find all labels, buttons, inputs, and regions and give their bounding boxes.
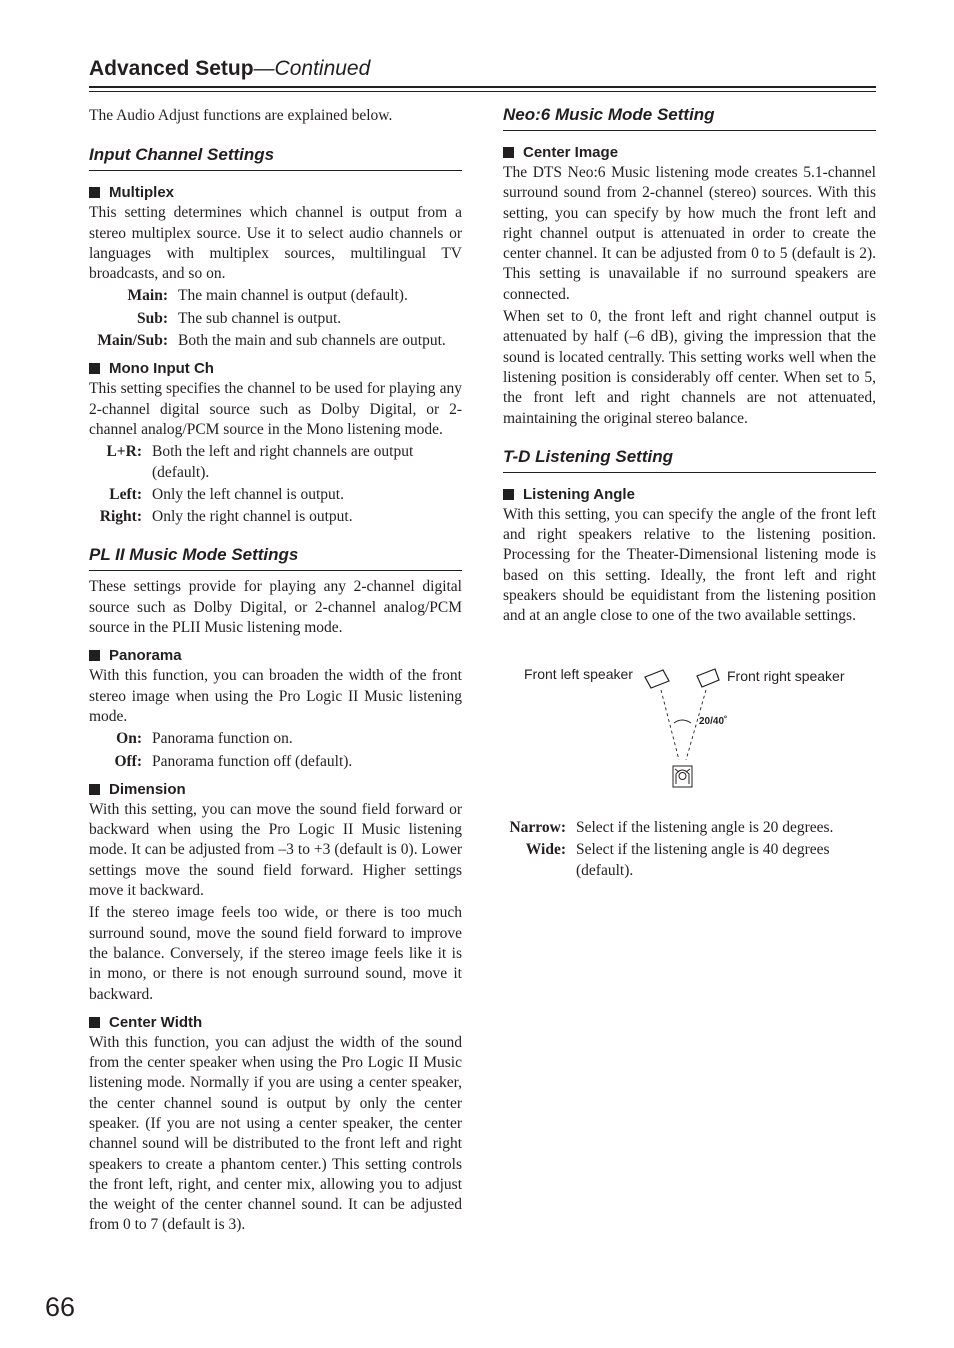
front-left-speaker-icon xyxy=(645,670,669,688)
angle-label: 20/40˚ xyxy=(699,716,728,727)
page-number: 66 xyxy=(45,1292,76,1322)
panorama-body: With this function, you can broaden the width of the front stereo image when using the Pro Logic II Music listening mode. xyxy=(89,667,462,725)
option-label: Right: xyxy=(99,508,142,526)
subheading-panorama xyxy=(89,646,462,666)
subheading-label: Panorama xyxy=(109,647,182,665)
option-label: Main: xyxy=(127,287,168,305)
subheading-label: Center Image xyxy=(523,144,619,161)
center-image-body-2: When set to 0, the front left and right channel output is attenuated by half (–6 dB), giving the impression that the sound is located centrally. This setting works well when the listening position is considerably off center. When set to 5, the front left and right channels are not attenuated, maintaining the original stereo balance. xyxy=(503,308,876,427)
option-row xyxy=(89,485,462,505)
multiplex-body: This setting determines which channel is output from a stereo multiplex source. Use it to select audio channels or languages with multiplex sources, multilingual TV broadcasts, and so on. xyxy=(89,204,462,283)
option-row xyxy=(89,442,462,483)
square-bullet-icon xyxy=(89,363,100,374)
speaker-angle-diagram xyxy=(503,660,876,800)
right-column xyxy=(503,106,876,627)
listening-angle-body: With this setting, you can specify the angle of the front left and right speakers relative to the listening position. Processing for the Theater-Dimensional listening mode is based on this setting. Ideally, the front left and right speakers should be equidistant from the listening position and at an angle close to one of the two available settings. xyxy=(503,505,876,625)
option-row xyxy=(89,286,462,306)
option-row xyxy=(89,752,462,772)
dimension-body: With this setting, you can move the sound field forward or backward when using the Pro Logic II Music listening mode. It can be adjusted from –3 to +3 (default is 0). Lower settings move the sound field forward. Higher settings move it backward. xyxy=(89,800,462,900)
subheading-center-image xyxy=(503,143,876,163)
square-bullet-icon xyxy=(503,147,514,158)
listening-angle-options xyxy=(503,818,876,881)
option-label: L+R: xyxy=(106,443,142,461)
dimension-body-2: If the stereo image feels too wide, or there is too much surround sound, move the sound field forward to improve the balance. Conversely, if the stereo image feels like it is in mono, or there is not enough surround sound, move it backward. xyxy=(89,904,462,1003)
section-heading-td: T-D Listening Setting xyxy=(503,446,876,473)
speaker-angle-graphic xyxy=(503,660,876,800)
front-right-speaker-label: Front right speaker xyxy=(727,668,845,684)
panorama-options xyxy=(89,729,462,772)
angle-arc xyxy=(674,720,691,723)
option-row xyxy=(89,309,462,329)
option-desc: Both the main and sub channels are output. xyxy=(178,332,446,350)
square-bullet-icon xyxy=(503,489,514,500)
left-column xyxy=(89,106,462,1236)
option-desc: The sub channel is output. xyxy=(178,309,342,327)
subheading-label: Multiplex xyxy=(109,184,175,202)
page-title xyxy=(89,56,876,82)
option-row xyxy=(89,729,462,749)
pl2-intro: These settings provide for playing any 2-channel digital source such as Dolby Digital, or 2-channel analog/PCM source in the PLII Music listening mode. xyxy=(89,578,462,637)
option-desc: Panorama function off (default). xyxy=(152,752,353,770)
subheading-label: Listening Angle xyxy=(523,485,635,503)
intro-text: The Audio Adjust functions are explained below. xyxy=(89,107,393,124)
option-label: Main/Sub: xyxy=(97,332,168,350)
option-row xyxy=(89,507,462,527)
option-desc: Both the left and right channels are output (default). xyxy=(152,443,414,481)
option-row xyxy=(89,331,462,351)
option-label: Left: xyxy=(109,485,142,503)
center-image-body: The DTS Neo:6 Music listening mode creates 5.1-channel surround sound from 2-channel (stereo) sources. With this setting, you can specify by how much the front left and right channel output is attenuated in order to create the center channel. It can be adjusted from 0 to 5 (default is 2). This setting is unavailable if no surround speakers are connected. xyxy=(503,164,876,303)
option-label: Narrow: xyxy=(509,819,566,836)
subheading-mono-input xyxy=(89,359,462,379)
subheading-center-width xyxy=(89,1013,462,1033)
page-title-continued: —Continued xyxy=(253,57,371,80)
subheading-label: Mono Input Ch xyxy=(109,360,214,378)
option-desc: Panorama function on. xyxy=(152,730,293,748)
option-desc: Select if the listening angle is 20 degrees. xyxy=(576,819,834,836)
header-rule xyxy=(89,86,876,88)
center-width-body: With this function, you can adjust the width of the sound from the center speaker when using the Pro Logic II Music listening mode. Normally if you are using a center speaker, the center channel sound is output by only the center speaker. (If you are not using a center speaker, the center channel sound will be distributed to the front left and right speakers to create a phantom center.) This setting controls the front left, right, and center mix, allowing you to adjust the weight of the center channel sound. It can be adjusted from 0 to 7 (default is 3). xyxy=(89,1033,462,1234)
page-header xyxy=(89,56,876,82)
section-heading-pl2: PL II Music Mode Settings xyxy=(89,544,462,571)
multiplex-options xyxy=(89,286,462,351)
option-row xyxy=(503,818,876,838)
subheading-dimension xyxy=(89,780,462,800)
option-label: On: xyxy=(116,730,142,748)
square-bullet-icon xyxy=(89,784,100,795)
option-label: Off: xyxy=(114,752,142,770)
left-sight-line xyxy=(661,690,679,760)
option-desc: Only the left channel is output. xyxy=(152,485,344,503)
header-rule-thin xyxy=(89,91,876,92)
page-title-main: Advanced Setup xyxy=(89,57,254,80)
option-desc: Select if the listening angle is 40 degrees (default). xyxy=(576,841,830,879)
option-desc: The main channel is output (default). xyxy=(178,287,408,305)
mono-options xyxy=(89,442,462,527)
subheading-listening-angle xyxy=(503,485,876,505)
section-heading-neo6: Neo:6 Music Mode Setting xyxy=(503,104,876,131)
listener-icon xyxy=(673,766,692,787)
option-desc: Only the right channel is output. xyxy=(152,508,353,526)
mono-body: This setting specifies the channel to be used for playing any 2-channel digital source such as Dolby Digital, or 2-channel analog/PCM source in the Mono listening mode. xyxy=(89,380,462,438)
square-bullet-icon xyxy=(89,187,100,198)
option-label: Sub: xyxy=(136,309,168,327)
front-right-speaker-icon xyxy=(697,669,719,687)
square-bullet-icon xyxy=(89,650,100,661)
option-row xyxy=(503,840,876,881)
front-left-speaker-label: Front left speaker xyxy=(524,666,633,682)
subheading-label: Dimension xyxy=(109,780,186,798)
subheading-label: Center Width xyxy=(109,1013,203,1031)
option-label: Wide: xyxy=(525,841,566,859)
subheading-multiplex xyxy=(89,183,462,203)
square-bullet-icon xyxy=(89,1017,100,1028)
section-heading-input-channel: Input Channel Settings xyxy=(89,144,462,171)
